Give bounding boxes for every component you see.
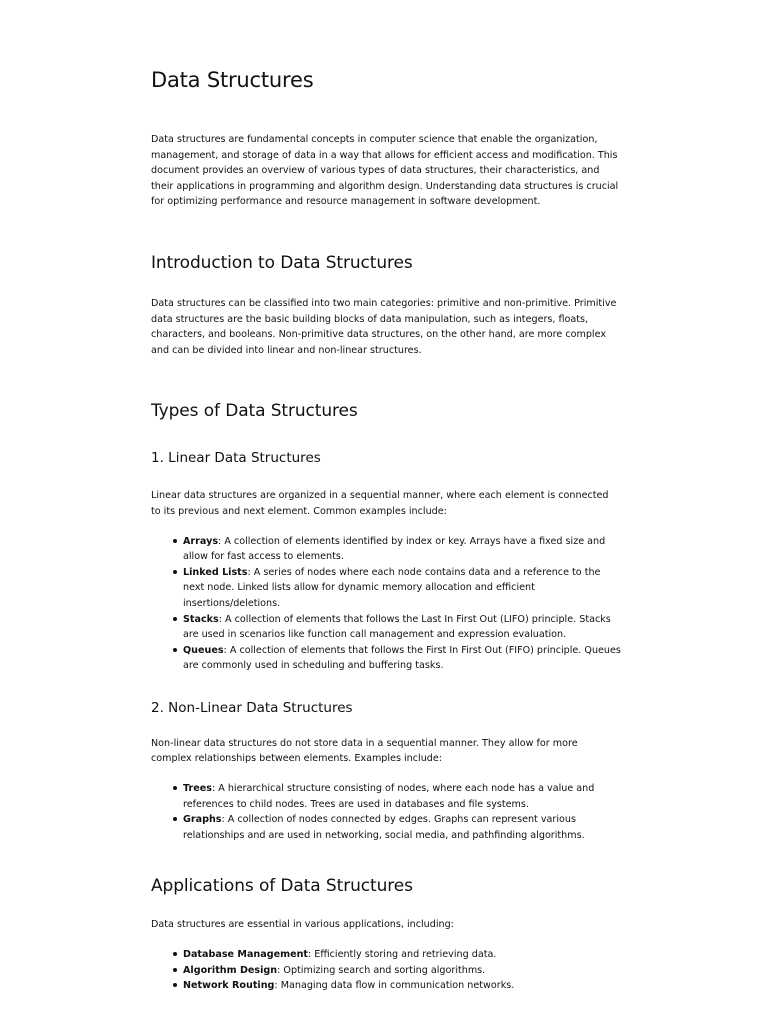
applications-paragraph: Data structures are essential in various applications, including: (151, 919, 454, 931)
types-heading: Types of Data Structures (151, 401, 358, 422)
introduction-heading: Introduction to Data Structures (151, 252, 413, 273)
document-page (151, 64, 621, 994)
applications-heading: Applications of Data Structures (151, 876, 413, 897)
nonlinear-list (151, 781, 621, 843)
list-item (183, 565, 621, 612)
list-item-desc: : A hierarchical structure consisting of nodes, where each node has a value and references to child nodes. Trees are used in databases and file systems. (183, 783, 595, 810)
intro-paragraph: Data structures are fundamental concepts in computer science that enable the organization, management, and storage of data in a way that allows for efficient access and modification. This document provides an overview of various types of data structures, their characteristics, and their applications in programming and algorithm design. Understanding data structures is crucial for optimizing performance and resource management in software development. (151, 134, 619, 208)
applications-list (151, 947, 621, 994)
list-item-desc: : A collection of elements that follows the Last In First Out (LIFO) principle. Stacks are used in scenarios like function call management and expression evaluation. (183, 613, 611, 641)
list-item-term: Algorithm Design (183, 964, 278, 976)
list-item-desc: : A series of nodes where each node contains data and a reference to the next node. Linked lists allow for dynamic memory allocation and efficient insertions/deletions. (183, 566, 601, 609)
list-item (183, 534, 621, 565)
list-item (183, 612, 621, 643)
document-title: Data Structures (151, 68, 314, 92)
linear-list (151, 534, 621, 674)
list-item-term: Queues (183, 644, 224, 656)
list-item (183, 947, 621, 963)
list-item-desc: : Managing data flow in communication networks. (274, 980, 515, 992)
list-item-term: Database Management (183, 949, 309, 961)
list-item-term: Linked Lists (183, 566, 248, 578)
list-item-desc: : A collection of elements identified by index or key. Arrays have a fixed size and allow for fast access to elements. (183, 535, 606, 563)
list-item (183, 812, 621, 843)
nonlinear-heading: 2. Non-Linear Data Structures (151, 699, 353, 716)
list-item-desc: : Efficiently storing and retrieving data. (308, 949, 497, 961)
list-item (183, 978, 621, 994)
list-item-term: Trees (183, 783, 212, 795)
introduction-paragraph: Data structures can be classified into two main categories: primitive and non-primitive. Primitive data structures are the basic building blocks of data manipulation, such as integers, floats, characters, and booleans. Non-primitive data structures, on the other hand, are more complex and can be divided into linear and non-linear structures. (151, 297, 617, 356)
list-item-desc: : A collection of nodes connected by edges. Graphs can represent various relationships and are used in networking, social media, and pathfinding algorithms. (183, 814, 585, 841)
list-item-term: Arrays (183, 535, 219, 547)
list-item-term: Stacks (183, 613, 219, 625)
list-item (183, 643, 621, 674)
list-item (183, 963, 621, 979)
list-item-term: Graphs (183, 814, 222, 826)
linear-paragraph: Linear data structures are organized in a sequential manner, where each element is connected to its previous and next element. Common examples include: (151, 490, 609, 517)
nonlinear-paragraph: Non-linear data structures do not store data in a sequential manner. They allow for more complex relationships between elements. Examples include: (151, 737, 578, 765)
list-item (183, 781, 621, 812)
linear-heading: 1. Linear Data Structures (151, 450, 321, 467)
list-item-desc: : Optimizing search and sorting algorithms. (277, 964, 486, 976)
list-item-term: Network Routing (183, 980, 275, 992)
list-item-desc: : A collection of elements that follows the First In First Out (FIFO) principle. Queues are commonly used in scheduling and buffering tasks. (183, 644, 621, 672)
